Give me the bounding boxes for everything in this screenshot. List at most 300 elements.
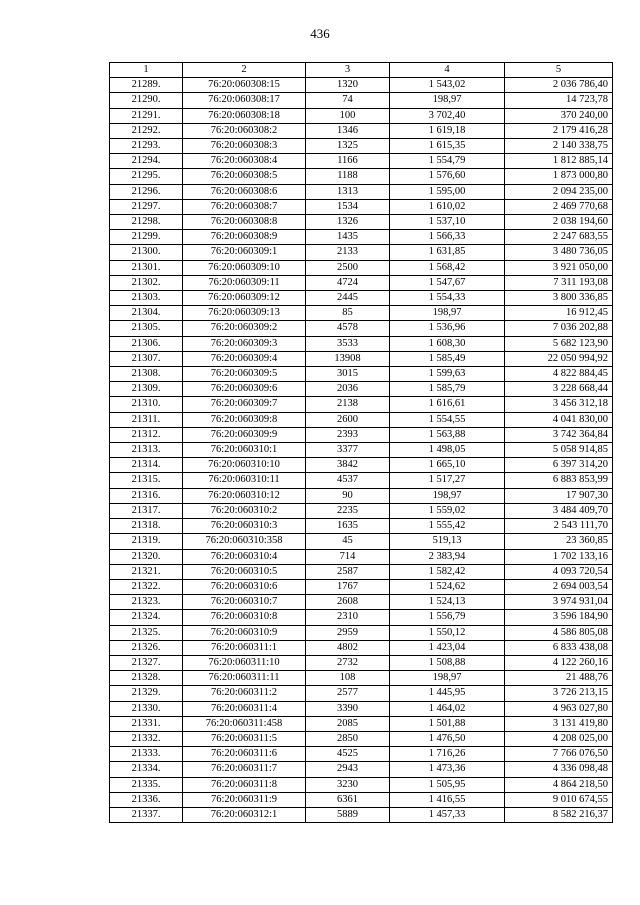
- cadastral-value-cell: 4 963 027,80: [505, 701, 613, 716]
- unit-value-cell: 1 559,02: [390, 503, 505, 518]
- area-cell: 108: [306, 671, 390, 686]
- cadastral-value-cell: 1 873 000,80: [505, 169, 613, 184]
- table-row: [110, 382, 613, 397]
- cadastral-number-cell: 76:20:060308:4: [183, 154, 306, 169]
- unit-value-cell: 1 423,04: [390, 640, 505, 655]
- table-row: [110, 579, 613, 594]
- row-number-cell: 21309.: [110, 382, 183, 397]
- cadastral-number-cell: 76:20:060308:8: [183, 215, 306, 230]
- area-cell: 3390: [306, 701, 390, 716]
- table-row: [110, 215, 613, 230]
- unit-value-cell: 198,97: [390, 671, 505, 686]
- area-cell: 2732: [306, 655, 390, 670]
- row-number-cell: 21318.: [110, 519, 183, 534]
- table-row: [110, 534, 613, 549]
- cadastral-number-cell: 76:20:060310:2: [183, 503, 306, 518]
- area-cell: 2138: [306, 397, 390, 412]
- cadastral-value-cell: 3 921 050,00: [505, 260, 613, 275]
- area-cell: 1635: [306, 519, 390, 534]
- row-number-cell: 21298.: [110, 215, 183, 230]
- row-number-cell: 21301.: [110, 260, 183, 275]
- area-cell: 2608: [306, 595, 390, 610]
- area-cell: 90: [306, 488, 390, 503]
- area-cell: 2235: [306, 503, 390, 518]
- unit-value-cell: 1 524,13: [390, 595, 505, 610]
- area-cell: 1320: [306, 78, 390, 93]
- table-row: [110, 443, 613, 458]
- area-cell: 2850: [306, 731, 390, 746]
- area-cell: 1346: [306, 123, 390, 138]
- cadastral-value-cell: 7 036 202,88: [505, 321, 613, 336]
- area-cell: 2133: [306, 245, 390, 260]
- row-number-cell: 21299.: [110, 230, 183, 245]
- cadastral-number-cell: 76:20:060309:10: [183, 260, 306, 275]
- unit-value-cell: 1 501,88: [390, 716, 505, 731]
- cadastral-value-cell: 5 682 123,90: [505, 336, 613, 351]
- cadastral-value-cell: 3 480 736,05: [505, 245, 613, 260]
- row-number-cell: 21303.: [110, 291, 183, 306]
- area-cell: 6361: [306, 792, 390, 807]
- cadastral-number-cell: 76:20:060311:10: [183, 655, 306, 670]
- unit-value-cell: 198,97: [390, 488, 505, 503]
- cadastral-number-cell: 76:20:060310:5: [183, 564, 306, 579]
- area-cell: 3842: [306, 458, 390, 473]
- area-cell: 4578: [306, 321, 390, 336]
- cadastral-value-cell: 4 122 260,16: [505, 655, 613, 670]
- area-cell: 2600: [306, 412, 390, 427]
- row-number-cell: 21293.: [110, 139, 183, 154]
- table-row: [110, 595, 613, 610]
- table-row: [110, 640, 613, 655]
- row-number-cell: 21319.: [110, 534, 183, 549]
- cadastral-number-cell: 76:20:060309:3: [183, 336, 306, 351]
- row-number-cell: 21323.: [110, 595, 183, 610]
- unit-value-cell: 1 554,79: [390, 154, 505, 169]
- unit-value-cell: 1 566,33: [390, 230, 505, 245]
- unit-value-cell: 1 543,02: [390, 78, 505, 93]
- unit-value-cell: 1 476,50: [390, 731, 505, 746]
- row-number-cell: 21306.: [110, 336, 183, 351]
- cadastral-number-cell: 76:20:060311:1: [183, 640, 306, 655]
- area-cell: 5889: [306, 807, 390, 822]
- table-row: [110, 367, 613, 382]
- table-row: [110, 139, 613, 154]
- table-row: [110, 488, 613, 503]
- unit-value-cell: 1 457,33: [390, 807, 505, 822]
- unit-value-cell: 1 616,61: [390, 397, 505, 412]
- area-cell: 1435: [306, 230, 390, 245]
- cadastral-number-cell: 76:20:060311:7: [183, 762, 306, 777]
- table-row: [110, 701, 613, 716]
- cadastral-value-cell: 8 582 216,37: [505, 807, 613, 822]
- cadastral-number-cell: 76:20:060311:11: [183, 671, 306, 686]
- unit-value-cell: 1 556,79: [390, 610, 505, 625]
- cadastral-value-cell: 3 228 668,44: [505, 382, 613, 397]
- area-cell: 2500: [306, 260, 390, 275]
- unit-value-cell: 1 599,63: [390, 367, 505, 382]
- row-number-cell: 21322.: [110, 579, 183, 594]
- table-row: [110, 78, 613, 93]
- row-number-cell: 21290.: [110, 93, 183, 108]
- cadastral-value-cell: 4 586 805,08: [505, 625, 613, 640]
- unit-value-cell: 1 585,49: [390, 351, 505, 366]
- unit-value-cell: 1 498,05: [390, 443, 505, 458]
- unit-value-cell: 1 537,10: [390, 215, 505, 230]
- cadastral-value-cell: 370 240,00: [505, 108, 613, 123]
- row-number-cell: 21292.: [110, 123, 183, 138]
- row-number-cell: 21312.: [110, 427, 183, 442]
- row-number-cell: 21332.: [110, 731, 183, 746]
- unit-value-cell: 1 536,96: [390, 321, 505, 336]
- cadastral-number-cell: 76:20:060311:458: [183, 716, 306, 731]
- unit-value-cell: 198,97: [390, 306, 505, 321]
- table-row: [110, 807, 613, 822]
- table-row: [110, 549, 613, 564]
- cadastral-number-cell: 76:20:060310:6: [183, 579, 306, 594]
- unit-value-cell: 1 582,42: [390, 564, 505, 579]
- cadastral-value-cell: 4 208 025,00: [505, 731, 613, 746]
- cadastral-value-cell: 21 488,76: [505, 671, 613, 686]
- cadastral-number-cell: 76:20:060310:8: [183, 610, 306, 625]
- row-number-cell: 21313.: [110, 443, 183, 458]
- table-row: [110, 503, 613, 518]
- area-cell: 1534: [306, 199, 390, 214]
- cadastral-value-cell: 1 812 885,14: [505, 154, 613, 169]
- table-row: [110, 123, 613, 138]
- table-header-row: [110, 63, 613, 78]
- column-header-3: 3: [306, 63, 390, 78]
- row-number-cell: 21311.: [110, 412, 183, 427]
- cadastral-value-cell: 3 131 419,80: [505, 716, 613, 731]
- table-row: [110, 747, 613, 762]
- cadastral-number-cell: 76:20:060308:3: [183, 139, 306, 154]
- area-cell: 3230: [306, 777, 390, 792]
- table-row: [110, 458, 613, 473]
- cadastral-number-cell: 76:20:060309:7: [183, 397, 306, 412]
- unit-value-cell: 1 576,60: [390, 169, 505, 184]
- column-header-1: 1: [110, 63, 183, 78]
- cadastral-value-cell: 23 360,85: [505, 534, 613, 549]
- cadastral-number-cell: 76:20:060308:5: [183, 169, 306, 184]
- cadastral-value-cell: 2 094 235,00: [505, 184, 613, 199]
- cadastral-value-cell: 3 484 409,70: [505, 503, 613, 518]
- cadastral-number-cell: 76:20:060312:1: [183, 807, 306, 822]
- table-row: [110, 154, 613, 169]
- area-cell: 3377: [306, 443, 390, 458]
- row-number-cell: 21325.: [110, 625, 183, 640]
- unit-value-cell: 1 517,27: [390, 473, 505, 488]
- cadastral-number-cell: 76:20:060309:12: [183, 291, 306, 306]
- row-number-cell: 21302.: [110, 275, 183, 290]
- cadastral-value-cell: 2 140 338,75: [505, 139, 613, 154]
- cadastral-number-cell: 76:20:060309:11: [183, 275, 306, 290]
- cadastral-value-cell: 4 041 830,00: [505, 412, 613, 427]
- unit-value-cell: 1 619,18: [390, 123, 505, 138]
- unit-value-cell: 1 608,30: [390, 336, 505, 351]
- table-row: [110, 731, 613, 746]
- cadastral-number-cell: 76:20:060310:1: [183, 443, 306, 458]
- area-cell: 100: [306, 108, 390, 123]
- cadastral-number-cell: 76:20:060309:13: [183, 306, 306, 321]
- table-row: [110, 564, 613, 579]
- area-cell: 4724: [306, 275, 390, 290]
- unit-value-cell: 1 615,35: [390, 139, 505, 154]
- table-row: [110, 762, 613, 777]
- cadastral-value-cell: 3 742 364,84: [505, 427, 613, 442]
- cadastral-number-cell: 76:20:060310:4: [183, 549, 306, 564]
- unit-value-cell: 1 508,88: [390, 655, 505, 670]
- area-cell: 4525: [306, 747, 390, 762]
- area-cell: 74: [306, 93, 390, 108]
- table-row: [110, 230, 613, 245]
- cadastral-value-cell: 9 010 674,55: [505, 792, 613, 807]
- unit-value-cell: 1 554,33: [390, 291, 505, 306]
- area-cell: 714: [306, 549, 390, 564]
- table-row: [110, 93, 613, 108]
- area-cell: 85: [306, 306, 390, 321]
- cadastral-number-cell: 76:20:060308:6: [183, 184, 306, 199]
- cadastral-value-cell: 5 058 914,85: [505, 443, 613, 458]
- cadastral-value-cell: 22 050 994,92: [505, 351, 613, 366]
- table-row: [110, 427, 613, 442]
- table-row: [110, 275, 613, 290]
- cadastral-number-cell: 76:20:060308:18: [183, 108, 306, 123]
- row-number-cell: 21328.: [110, 671, 183, 686]
- cadastral-number-cell: 76:20:060310:11: [183, 473, 306, 488]
- unit-value-cell: 519,13: [390, 534, 505, 549]
- cadastral-number-cell: 76:20:060311:8: [183, 777, 306, 792]
- cadastral-number-cell: 76:20:060309:6: [183, 382, 306, 397]
- table-row: [110, 610, 613, 625]
- row-number-cell: 21333.: [110, 747, 183, 762]
- row-number-cell: 21331.: [110, 716, 183, 731]
- table-row: [110, 108, 613, 123]
- unit-value-cell: 1 716,26: [390, 747, 505, 762]
- table-row: [110, 792, 613, 807]
- area-cell: 1188: [306, 169, 390, 184]
- cadastral-value-cell: 4 093 720,54: [505, 564, 613, 579]
- cadastral-value-cell: 2 247 683,55: [505, 230, 613, 245]
- cadastral-number-cell: 76:20:060310:7: [183, 595, 306, 610]
- cadastral-number-cell: 76:20:060309:5: [183, 367, 306, 382]
- unit-value-cell: 3 702,40: [390, 108, 505, 123]
- area-cell: 2393: [306, 427, 390, 442]
- row-number-cell: 21330.: [110, 701, 183, 716]
- cadastral-value-cell: 3 596 184,90: [505, 610, 613, 625]
- cadastral-number-cell: 76:20:060311:6: [183, 747, 306, 762]
- cadastral-number-cell: 76:20:060309:2: [183, 321, 306, 336]
- column-header-5: 5: [505, 63, 613, 78]
- cadastral-number-cell: 76:20:060309:9: [183, 427, 306, 442]
- row-number-cell: 21300.: [110, 245, 183, 260]
- row-number-cell: 21296.: [110, 184, 183, 199]
- row-number-cell: 21314.: [110, 458, 183, 473]
- row-number-cell: 21321.: [110, 564, 183, 579]
- cadastral-value-table: [109, 62, 613, 823]
- table-row: [110, 351, 613, 366]
- unit-value-cell: 1 631,85: [390, 245, 505, 260]
- cadastral-value-cell: 4 336 098,48: [505, 762, 613, 777]
- table-row: [110, 245, 613, 260]
- row-number-cell: 21315.: [110, 473, 183, 488]
- cadastral-number-cell: 76:20:060309:4: [183, 351, 306, 366]
- cadastral-number-cell: 76:20:060311:2: [183, 686, 306, 701]
- unit-value-cell: 2 383,94: [390, 549, 505, 564]
- area-cell: 2310: [306, 610, 390, 625]
- row-number-cell: 21295.: [110, 169, 183, 184]
- cadastral-value-cell: 2 543 111,70: [505, 519, 613, 534]
- cadastral-value-cell: 3 456 312,18: [505, 397, 613, 412]
- table-row: [110, 321, 613, 336]
- table-row: [110, 199, 613, 214]
- area-cell: 2085: [306, 716, 390, 731]
- row-number-cell: 21327.: [110, 655, 183, 670]
- row-number-cell: 21304.: [110, 306, 183, 321]
- area-cell: 1166: [306, 154, 390, 169]
- area-cell: 45: [306, 534, 390, 549]
- row-number-cell: 21336.: [110, 792, 183, 807]
- area-cell: 3015: [306, 367, 390, 382]
- cadastral-number-cell: 76:20:060309:8: [183, 412, 306, 427]
- table-row: [110, 625, 613, 640]
- table-row: [110, 519, 613, 534]
- area-cell: 2445: [306, 291, 390, 306]
- row-number-cell: 21310.: [110, 397, 183, 412]
- cadastral-number-cell: 76:20:060310:10: [183, 458, 306, 473]
- cadastral-value-cell: 2 179 416,28: [505, 123, 613, 138]
- cadastral-number-cell: 76:20:060311:5: [183, 731, 306, 746]
- area-cell: 1325: [306, 139, 390, 154]
- cadastral-number-cell: 76:20:060311:9: [183, 792, 306, 807]
- area-cell: 2577: [306, 686, 390, 701]
- table-row: [110, 184, 613, 199]
- row-number-cell: 21329.: [110, 686, 183, 701]
- table-row: [110, 473, 613, 488]
- unit-value-cell: 1 505,95: [390, 777, 505, 792]
- cadastral-number-cell: 76:20:060310:12: [183, 488, 306, 503]
- table-row: [110, 306, 613, 321]
- area-cell: 13908: [306, 351, 390, 366]
- cadastral-value-cell: 4 864 218,50: [505, 777, 613, 792]
- row-number-cell: 21334.: [110, 762, 183, 777]
- unit-value-cell: 1 568,42: [390, 260, 505, 275]
- unit-value-cell: 1 524,62: [390, 579, 505, 594]
- cadastral-value-cell: 6 883 853,99: [505, 473, 613, 488]
- table-row: [110, 777, 613, 792]
- unit-value-cell: 1 550,12: [390, 625, 505, 640]
- cadastral-number-cell: 76:20:060308:17: [183, 93, 306, 108]
- area-cell: 2587: [306, 564, 390, 579]
- row-number-cell: 21291.: [110, 108, 183, 123]
- table-row: [110, 336, 613, 351]
- cadastral-value-cell: 14 723,78: [505, 93, 613, 108]
- unit-value-cell: 1 464,02: [390, 701, 505, 716]
- table-row: [110, 260, 613, 275]
- cadastral-value-cell: 3 974 931,04: [505, 595, 613, 610]
- table-row: [110, 397, 613, 412]
- cadastral-value-cell: 4 822 884,45: [505, 367, 613, 382]
- column-header-2: 2: [183, 63, 306, 78]
- cadastral-value-cell: 6 833 438,08: [505, 640, 613, 655]
- row-number-cell: 21337.: [110, 807, 183, 822]
- unit-value-cell: 1 563,88: [390, 427, 505, 442]
- cadastral-number-cell: 76:20:060310:358: [183, 534, 306, 549]
- table-row: [110, 169, 613, 184]
- cadastral-value-cell: 2 694 003,54: [505, 579, 613, 594]
- cadastral-value-cell: 2 469 770,68: [505, 199, 613, 214]
- row-number-cell: 21308.: [110, 367, 183, 382]
- table-row: [110, 412, 613, 427]
- row-number-cell: 21320.: [110, 549, 183, 564]
- area-cell: 4537: [306, 473, 390, 488]
- unit-value-cell: 1 547,67: [390, 275, 505, 290]
- row-number-cell: 21324.: [110, 610, 183, 625]
- cadastral-number-cell: 76:20:060308:15: [183, 78, 306, 93]
- row-number-cell: 21289.: [110, 78, 183, 93]
- cadastral-value-cell: 6 397 314,20: [505, 458, 613, 473]
- row-number-cell: 21316.: [110, 488, 183, 503]
- unit-value-cell: 1 585,79: [390, 382, 505, 397]
- unit-value-cell: 198,97: [390, 93, 505, 108]
- row-number-cell: 21326.: [110, 640, 183, 655]
- cadastral-number-cell: 76:20:060308:9: [183, 230, 306, 245]
- column-header-4: 4: [390, 63, 505, 78]
- unit-value-cell: 1 595,00: [390, 184, 505, 199]
- unit-value-cell: 1 445,95: [390, 686, 505, 701]
- cadastral-value-cell: 16 912,45: [505, 306, 613, 321]
- area-cell: 2036: [306, 382, 390, 397]
- unit-value-cell: 1 473,36: [390, 762, 505, 777]
- cadastral-number-cell: 76:20:060309:1: [183, 245, 306, 260]
- area-cell: 4802: [306, 640, 390, 655]
- row-number-cell: 21335.: [110, 777, 183, 792]
- unit-value-cell: 1 555,42: [390, 519, 505, 534]
- table-row: [110, 671, 613, 686]
- cadastral-value-cell: 17 907,30: [505, 488, 613, 503]
- unit-value-cell: 1 416,55: [390, 792, 505, 807]
- area-cell: 2959: [306, 625, 390, 640]
- unit-value-cell: 1 665,10: [390, 458, 505, 473]
- table-row: [110, 655, 613, 670]
- cadastral-number-cell: 76:20:060311:4: [183, 701, 306, 716]
- cadastral-number-cell: 76:20:060308:2: [183, 123, 306, 138]
- unit-value-cell: 1 610,02: [390, 199, 505, 214]
- cadastral-number-cell: 76:20:060308:7: [183, 199, 306, 214]
- cadastral-value-cell: 3 800 336,85: [505, 291, 613, 306]
- page-number: 436: [310, 26, 330, 41]
- row-number-cell: 21294.: [110, 154, 183, 169]
- cadastral-value-cell: 2 038 194,60: [505, 215, 613, 230]
- cadastral-value-cell: 2 036 786,40: [505, 78, 613, 93]
- area-cell: 2943: [306, 762, 390, 777]
- area-cell: 1326: [306, 215, 390, 230]
- row-number-cell: 21305.: [110, 321, 183, 336]
- area-cell: 1767: [306, 579, 390, 594]
- cadastral-number-cell: 76:20:060310:9: [183, 625, 306, 640]
- cadastral-value-cell: 1 702 133,16: [505, 549, 613, 564]
- cadastral-value-cell: 3 726 213,15: [505, 686, 613, 701]
- table-row: [110, 291, 613, 306]
- row-number-cell: 21307.: [110, 351, 183, 366]
- table-row: [110, 686, 613, 701]
- cadastral-value-cell: 7 766 076,50: [505, 747, 613, 762]
- row-number-cell: 21317.: [110, 503, 183, 518]
- table-row: [110, 716, 613, 731]
- table-body: [110, 78, 613, 823]
- cadastral-value-cell: 7 311 193,08: [505, 275, 613, 290]
- row-number-cell: 21297.: [110, 199, 183, 214]
- cadastral-number-cell: 76:20:060310:3: [183, 519, 306, 534]
